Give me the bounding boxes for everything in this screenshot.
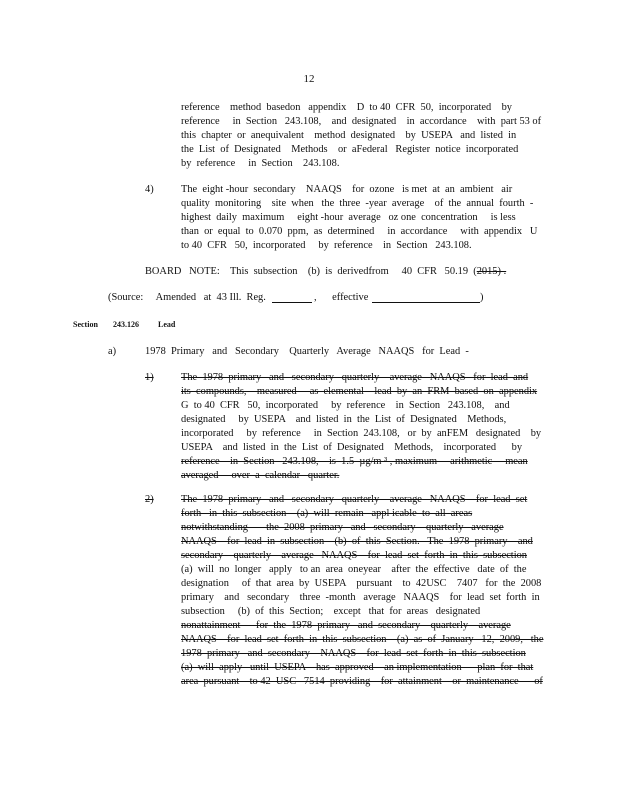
board-note-after: . [500,266,507,277]
item-1-label: 1) [145,372,154,383]
text-line: The eight -hour secondary NAAQS for ozone is met at an ambient air [181,184,513,195]
text-line: to 40 CFR 50, incorporated by reference in Section 243.108. [181,240,472,251]
text-line: primary and secondary three -month average NAAQS for lead set forth in [181,592,540,603]
text-line: reference in Section 243.108, and designated in accordance with part 53 of [181,116,542,127]
text-line: reference method basedon appendix D to 40 CFR 50, incorporated by [181,102,512,113]
section-number: 243.126 [113,320,139,329]
text-line: NAAQS for lead in subsection (b) of this Section. The 1978 primary and [181,536,533,547]
board-note [145,265,506,279]
text-line: incorporated by reference in Section 243.108, or by anFEM designated by [181,428,542,439]
text-line: reference in Section 243.108, is 1.5 µg/m ³ , maximum arithmetic mean [181,456,528,467]
item-4-label: 4) [145,184,154,195]
effective-date-blank [372,302,480,303]
text-line: highest daily maximum eight -hour average oz one concentration is less [181,212,516,223]
section-label: Section [73,320,98,329]
item-2-label: 2) [145,494,154,505]
text-line: USEPA and listed in the List of Designated Methods, incorporated by [181,442,523,453]
text-line: G to 40 CFR 50, incorporated by reference in Section 243.108, and [181,400,510,411]
subsection-a-label: a) [108,346,117,357]
subsection-a-heading: 1978 Primary and Secondary Quarterly Average NAAQS for Lead - [145,346,469,357]
text-line: quality monitoring site when the three -year average of the annual fourth - [181,198,534,209]
board-note-struck: 2015) [476,266,501,277]
text-line: forth in this subsection (a) will remain appl icable to all areas [181,508,473,519]
text-line: this chapter or anequivalent method designated by USEPA and listed in [181,130,517,141]
text-line: notwithstanding the 2008 primary and secondary quarterly average [181,522,504,533]
text-line: 1978 primary and secondary NAAQS for lead set forth in this subsection [181,648,526,659]
text-line: The 1978 primary and secondary quarterly average NAAQS for lead set [181,494,528,505]
text-line: secondary quarterly average NAAQS for lead set forth in this subsection [181,550,527,561]
text-line: The 1978 primary and secondary quarterly average NAAQS for lead and [181,372,529,383]
text-line: designation of that area by USEPA pursuant to 42USC 7407 for the 2008 [181,578,542,589]
register-blank [272,302,312,303]
text-line: area pursuant to 42 USC 7514 providing for attainment or maintenance of [181,676,543,687]
text-line: averaged over a calendar quarter. [181,470,340,481]
source-prefix: (Source: Amended at 43 Ill. Reg. [108,292,266,303]
board-note-text: BOARD NOTE: This subsection (b) is derivedfrom 40 CFR 50.19 ( [145,266,477,277]
text-line: designated by USEPA and listed in the List of Designated Methods, [181,414,507,425]
page-number: 12 [303,73,315,85]
text-line: by reference in Section 243.108. [181,158,340,169]
text-line: (a) will apply until USEPA has approved an implementation plan for that [181,662,534,673]
text-line: NAAQS for lead set forth in this subsection (a) as of January 12, 2009, the [181,634,544,645]
source-middle: , effective [314,292,369,303]
source-suffix: ) [480,292,484,303]
text-line: subsection (b) of this Section; except that for areas designated [181,606,481,617]
text-line: the List of Designated Methods or aFederal Register notice incorporated [181,144,519,155]
text-line: (a) will no longer apply to an area oneyear after the effective date of the [181,564,527,575]
text-line: than or equal to 0.070 ppm, as determined in accordance with appendix U [181,226,538,237]
text-line: its compounds, measured as elemental lead by an FRM based on appendix [181,386,538,397]
section-title: Lead [158,320,176,329]
text-line: nonattainment for the 1978 primary and secondary quarterly average [181,620,511,631]
